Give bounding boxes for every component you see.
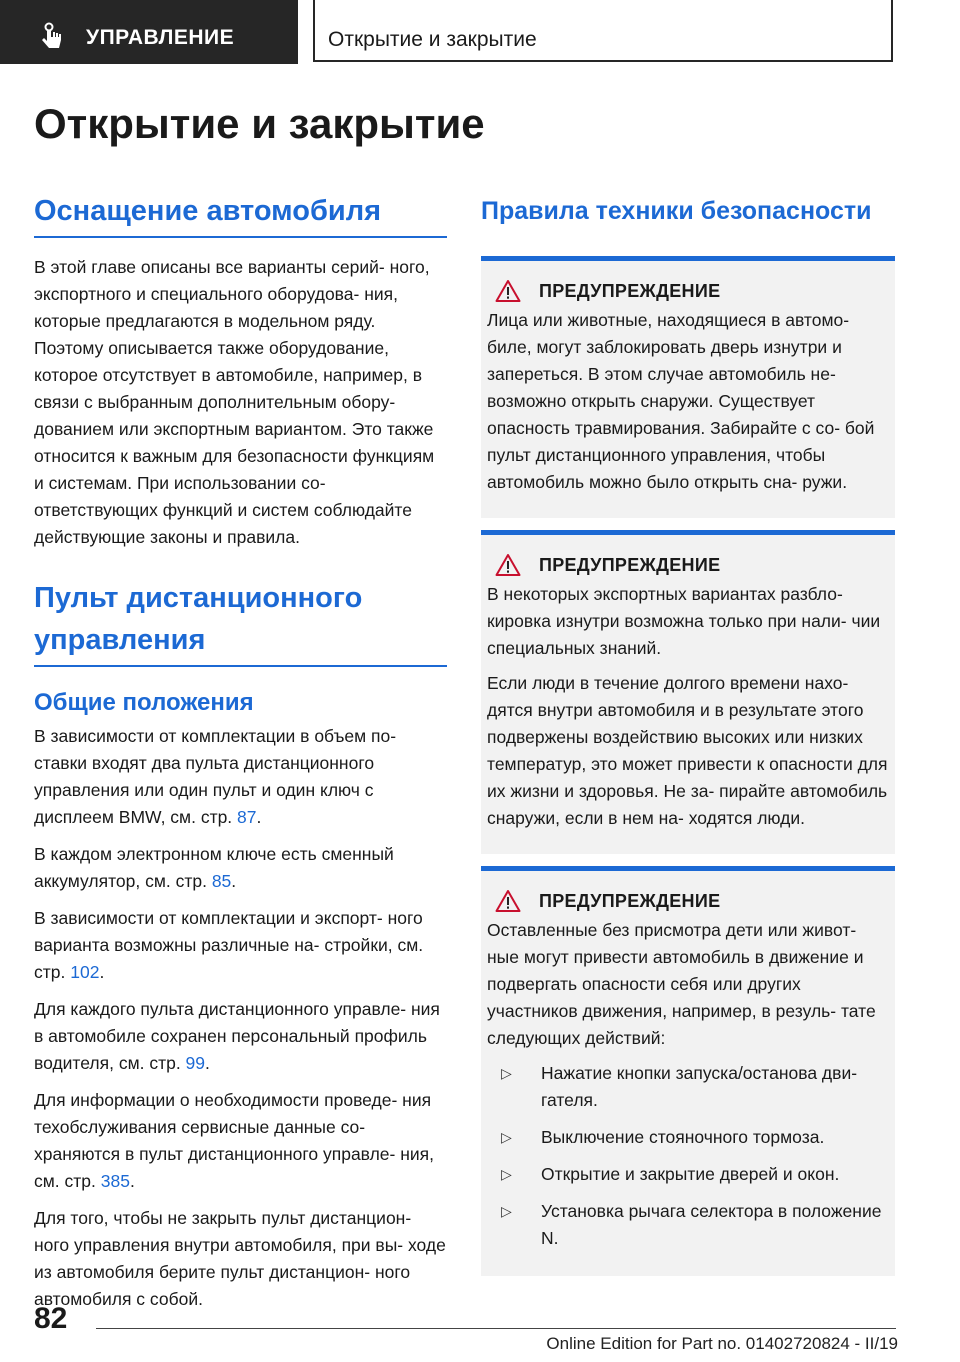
chapter-label: Открытие и закрытие <box>328 28 537 51</box>
equipment-heading: Оснащение автомобиля <box>34 190 447 238</box>
right-column <box>481 190 895 1288</box>
remote-paragraph <box>34 841 447 895</box>
warning-block <box>481 530 895 854</box>
paragraph-text: Для того, чтобы не закрыть пульт дистанцион- ного управления внутри автомобиля, при вы- ходе из автомобиля берите пульт дистанцион- ного автомобиля с собой. <box>34 1208 446 1309</box>
warning-title: ПРЕДУПРЕЖДЕНИЕ <box>539 280 721 301</box>
warning-bullet-list <box>487 1060 889 1252</box>
equipment-text: В этой главе описаны все варианты серий- ного, экспортного и специального оборудова- ния, которые предлагаются в модельном ряду. Поэтому описывается также оборудование, которое отсутствует в автомобиле, например, в связи с выбранным дополнительным обору- дованием или экспортным вариантом. Это также относится к важным для безопасности функциям и системам. При использовании со- ответствующих функций и систем соблюдайте действующие законы и правила. <box>34 257 435 547</box>
warning-text: Оставленные без присмотра дети или живот- ные могут привести автомобиль в движение и подвергать опасности себя или других участников движения, например, в резуль- тате следующих действий: <box>487 920 876 1048</box>
remote-paragraph <box>34 905 447 986</box>
warning-header <box>495 889 889 913</box>
warning-triangle-icon <box>495 889 521 913</box>
warning-title: ПРЕДУПРЕЖДЕНИЕ <box>539 554 721 575</box>
list-item-text: Выключение стояночного тормоза. <box>541 1127 825 1147</box>
list-item <box>487 1198 889 1252</box>
remote-paragraph <box>34 1087 447 1195</box>
remote-paragraph <box>34 723 447 831</box>
list-item <box>487 1060 889 1114</box>
warning-text: Если люди в течение долгого времени нахо- дятся внутри автомобиля и в результате этого подвержены воздействию высоких или низких температур, это может привести к опасности для их жизни и здоровья. Не за- пирайте автомобиль снаружи, если в нем на- ходятся люди. <box>487 673 888 828</box>
page-reference-link[interactable]: 385 <box>100 1171 130 1191</box>
page-number: 82 <box>34 1302 68 1335</box>
page-reference-link[interactable]: 85 <box>211 871 232 891</box>
warnings-list <box>481 256 895 1276</box>
paragraph-text: Для каждого пульта дистанционного управле- ния в автомобиле сохранен персональный профиль водителя, см. стр. <box>34 999 440 1073</box>
hand-touch-icon <box>38 22 66 50</box>
chapter-tab <box>313 0 893 62</box>
list-item <box>487 1124 889 1151</box>
warning-header <box>495 279 889 303</box>
bullet-triangle-icon: ▷ <box>501 1129 512 1145</box>
remote-paragraph <box>34 996 447 1077</box>
paragraph-end: . <box>129 1171 135 1191</box>
list-item <box>487 1161 889 1188</box>
warning-header <box>495 553 889 577</box>
paragraph-end: . <box>256 807 262 827</box>
left-column <box>34 190 447 1323</box>
safety-heading: Правила техники безопасности <box>481 197 872 225</box>
general-subheading: Общие положения <box>34 689 254 716</box>
warning-triangle-icon <box>495 553 521 577</box>
remote-heading: Пульт дистанционного управления <box>34 577 447 667</box>
bullet-triangle-icon: ▷ <box>501 1065 512 1081</box>
warning-block <box>481 866 895 1276</box>
list-item-text: Нажатие кнопки запуска/останова дви- гателя. <box>541 1063 858 1110</box>
paragraph-end: . <box>205 1053 210 1073</box>
list-item-text: Открытие и закрытие дверей и окон. <box>541 1164 840 1184</box>
page-reference-link[interactable]: 99 <box>185 1053 206 1073</box>
paragraph-end: . <box>99 962 105 982</box>
section-tab <box>0 0 298 64</box>
warning-text: Лица или животные, находящиеся в автомо- биле, могут заблокировать дверь изнутри и запереться. В этом случае автомобиль не- возможно открыть снаружи. Существует опасность травмирования. Забирайте с со- бой пульт дистанционного управления, чтобы автомобиль можно было открыть сна- ружи. <box>487 310 875 492</box>
paragraph-text: В зависимости от комплектации и экспорт- ного варианта возможны различные на- стройки, см. стр. <box>34 908 424 982</box>
section-label: УПРАВЛЕНИЕ <box>86 26 235 49</box>
footer-divider <box>96 1328 896 1329</box>
paragraph-text: В зависимости от комплектации в объем по- ставки входят два пульта дистанционного управления или один пульт и один ключ с дисплеем BMW, см. стр. <box>34 726 397 827</box>
warning-block <box>481 256 895 518</box>
paragraph-text: В каждом электронном ключе есть сменный аккумулятор, см. стр. <box>34 844 394 891</box>
edition-text: Online Edition for Part no. 01402720824 - II/19 <box>546 1334 898 1353</box>
page-title: Открытие и закрытие <box>34 100 485 147</box>
page-reference-link[interactable]: 87 <box>237 807 257 827</box>
page-reference-link[interactable]: 102 <box>70 962 100 982</box>
warning-text: В некоторых экспортных вариантах разбло- кировка изнутри возможна только при нали- чии специальных знаний. <box>487 584 881 658</box>
paragraph-end: . <box>231 871 237 891</box>
warning-triangle-icon <box>495 279 521 303</box>
bullet-triangle-icon: ▷ <box>501 1203 512 1219</box>
paragraph-text: Для информации о необходимости проведе- ния техобслуживания сервисные данные со- храняются в пульт дистанционного управле- ния, см. стр. <box>34 1090 434 1191</box>
remote-paragraph <box>34 1205 447 1313</box>
warning-title: ПРЕДУПРЕЖДЕНИЕ <box>539 890 721 911</box>
list-item-text: Установка рычага селектора в положение N. <box>541 1201 882 1248</box>
remote-paragraphs <box>34 723 447 1313</box>
bullet-triangle-icon: ▷ <box>501 1166 512 1182</box>
